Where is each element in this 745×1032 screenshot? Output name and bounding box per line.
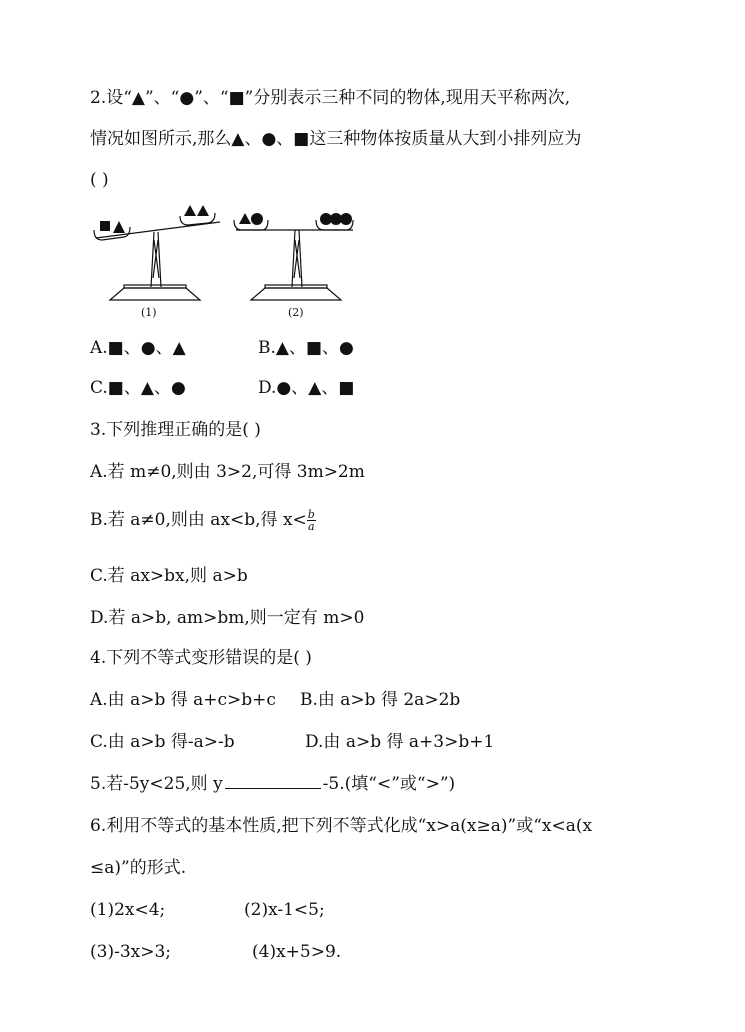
q3-option-c: C.若 ax>bx,则 a>b — [90, 566, 248, 586]
q4-option-d: D.由 a>b 得 a+3>b+1 — [305, 732, 495, 752]
q6-part-4: (4)x+5>9. — [252, 942, 342, 962]
triangle-object — [197, 205, 209, 216]
q3-option-b — [90, 508, 316, 532]
q6-part-1: (1)2x<4; — [90, 900, 166, 920]
q2-stem-line2: 情况如图所示,那么▲、●、■这三种物体按质量从大到小排列应为 — [90, 129, 582, 149]
balance-figure-1 — [94, 213, 220, 300]
q4-option-a: A.由 a>b 得 a+c>b+c — [90, 690, 276, 710]
circle-object — [251, 213, 263, 225]
q4-option-b: B.由 a>b 得 2a>2b — [300, 690, 461, 710]
fraction-denominator: a — [308, 520, 315, 533]
q3-option-d: D.若 a>b, am>bm,则一定有 m>0 — [90, 608, 365, 628]
q3-option-a: A.若 m≠0,则由 3>2,可得 3m>2m — [90, 462, 365, 482]
fraction-b-over-a — [307, 509, 316, 532]
q2-answer-paren: ( ) — [90, 170, 109, 190]
q3-stem: 3.下列推理正确的是( ) — [90, 420, 261, 440]
balance-figures — [88, 200, 368, 325]
square-object — [100, 221, 110, 231]
triangle-object — [113, 221, 125, 233]
q6-part-2: (2)x-1<5; — [244, 900, 325, 920]
q2-option-c: C.■、▲、● — [90, 378, 186, 398]
q2-stem-line1: 2.设“▲”、“●”、“■”分别表示三种不同的物体,现用天平称两次, — [90, 88, 571, 108]
triangle-object — [239, 213, 251, 224]
q2-option-a: A.■、●、▲ — [90, 338, 186, 358]
fig2-label: (2) — [288, 306, 304, 319]
q2-option-d: D.●、▲、■ — [258, 378, 355, 398]
q5-suffix: -5.(填“<”或“>”) — [322, 774, 456, 794]
triangle-object — [184, 205, 196, 216]
q5-stem — [90, 772, 455, 796]
fig1-label: (1) — [141, 306, 157, 319]
q4-stem: 4.下列不等式变形错误的是( ) — [90, 648, 312, 668]
q4-option-c: C.由 a>b 得-a>-b — [90, 732, 235, 752]
fraction-numerator: b — [307, 508, 315, 521]
q5-answer-blank[interactable] — [225, 772, 321, 789]
q6-stem-line2: ≤a)”的形式. — [90, 858, 187, 878]
q6-part-3: (3)-3x>3; — [90, 942, 172, 962]
q3-option-b-text: B.若 a≠0,则由 ax<b,得 x< — [90, 510, 307, 530]
circle-object — [340, 213, 352, 225]
q5-prefix: 5.若-5y<25,则 y — [90, 774, 223, 794]
q2-option-b: B.▲、■、● — [258, 338, 354, 358]
q6-stem-line1: 6.利用不等式的基本性质,把下列不等式化成“x>a(x≥a)”或“x<a(x — [90, 816, 593, 836]
balance-figure-2 — [234, 220, 353, 300]
